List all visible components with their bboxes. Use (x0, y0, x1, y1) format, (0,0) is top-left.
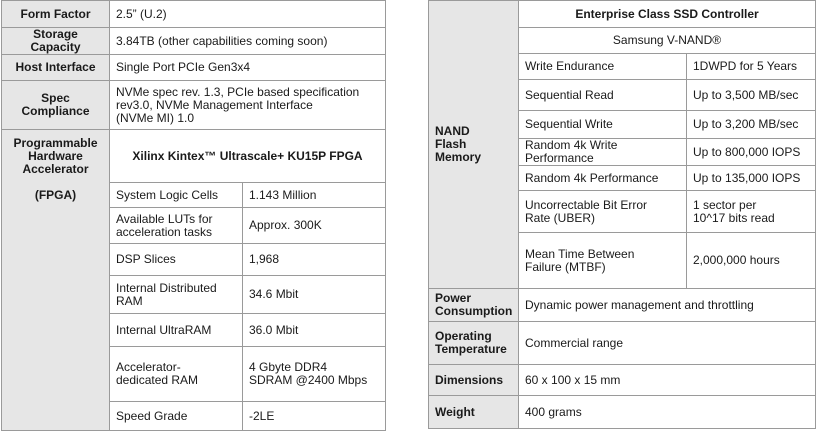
nand-row-label: Uncorrectable Bit Error Rate (UBER) (519, 191, 687, 233)
fpga-row-value: Approx. 300K (243, 208, 386, 244)
nand-row-label: Mean Time Between Failure (MTBF) (519, 233, 687, 289)
form-factor-value: 2.5” (U.2) (110, 1, 386, 28)
table-row (429, 396, 816, 429)
host-interface-label: Host Interface (2, 55, 110, 81)
controller-header: Enterprise Class SSD Controller (519, 1, 816, 28)
fpga-row-value: 4 Gbyte DDR4 SDRAM @2400 Mbps (243, 347, 386, 402)
power-value: Dynamic power management and throttling (519, 289, 816, 322)
fpga-row-label: Internal UltraRAM (110, 314, 243, 347)
fpga-row-value: -2LE (243, 402, 386, 431)
dimensions-value: 60 x 100 x 15 mm (519, 365, 816, 396)
fpga-label-sub: (FPGA) (34, 188, 77, 202)
spec-compliance-value: NVMe spec rev. 1.3, PCIe based specification rev3.0, NVMe Management Interface (NVMe MI) 1.0 (110, 81, 386, 130)
fpga-row-value: 34.6 Mbit (243, 276, 386, 314)
fpga-model-header: Xilinx Kintex™ Ultrascale+ KU15P FPGA (110, 130, 386, 183)
nand-row-value: Up to 3,200 MB/sec (687, 111, 816, 139)
memory-type: Samsung V-NAND® (519, 28, 816, 54)
fpga-row-label: Speed Grade (110, 402, 243, 431)
table-row (429, 289, 816, 322)
storage-capacity-value: 3.84TB (other capabilities coming soon) (110, 28, 386, 55)
nand-row-label: Random 4k Write Performance (519, 139, 687, 166)
temperature-value: Commercial range (519, 322, 816, 365)
weight-value: 400 grams (519, 396, 816, 429)
table-row (429, 322, 816, 365)
nand-spec-table (428, 0, 816, 429)
nand-row-value: Up to 3,500 MB/sec (687, 80, 816, 111)
host-interface-value: Single Port PCIe Gen3x4 (110, 55, 386, 81)
weight-label: Weight (429, 396, 519, 429)
nand-row-label: Sequential Write (519, 111, 687, 139)
fpga-row-label: Available LUTs for acceleration tasks (110, 208, 243, 244)
fpga-row-label: Internal Distributed RAM (110, 276, 243, 314)
nand-row-label: Sequential Read (519, 80, 687, 111)
fpga-row-label: DSP Slices (110, 244, 243, 276)
dimensions-label: Dimensions (429, 365, 519, 396)
nand-row-value: 1 sector per 10^17 bits read (687, 191, 816, 233)
table-row (2, 130, 386, 183)
form-factor-label: Form Factor (2, 1, 110, 28)
nand-row-value: Up to 135,000 IOPS (687, 166, 816, 191)
temperature-label: Operating Temperature (429, 322, 519, 365)
table-row (429, 365, 816, 396)
fpga-row-label: System Logic Cells (110, 183, 243, 208)
table-row (2, 55, 386, 81)
table-row (2, 1, 386, 28)
spec-compliance-label: Spec Compliance (2, 81, 110, 130)
fpga-label-cell (2, 130, 110, 431)
fpga-row-label: Accelerator- dedicated RAM (110, 347, 243, 402)
table-row (429, 1, 816, 28)
nand-label: NAND Flash Memory (429, 1, 519, 289)
storage-capacity-label: Storage Capacity (2, 28, 110, 55)
table-row (2, 28, 386, 55)
power-label: Power Consumption (429, 289, 519, 322)
fpga-row-value: 1,968 (243, 244, 386, 276)
nand-row-value: 2,000,000 hours (687, 233, 816, 289)
nand-row-label: Write Endurance (519, 54, 687, 80)
nand-row-label: Random 4k Performance (519, 166, 687, 191)
fpga-row-value: 36.0 Mbit (243, 314, 386, 347)
fpga-spec-table (1, 0, 386, 431)
fpga-label: Programmable Hardware Accelerator (13, 136, 98, 176)
fpga-row-value: 1.143 Million (243, 183, 386, 208)
table-row (2, 81, 386, 130)
nand-row-value: Up to 800,000 IOPS (687, 139, 816, 166)
nand-row-value: 1DWPD for 5 Years (687, 54, 816, 80)
